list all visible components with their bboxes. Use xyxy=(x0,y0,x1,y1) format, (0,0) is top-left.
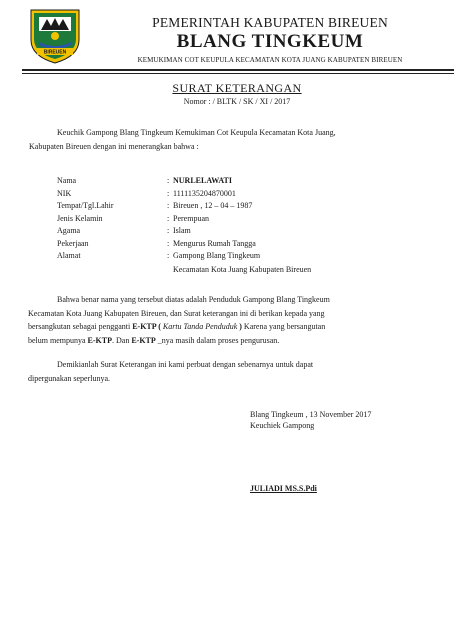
intro-line-1: Keuchik Gampong Blang Tingkeum Kemukiman Cot Keupula Kecamatan Kota Juang, xyxy=(57,128,336,137)
intro-line-2: Kabupaten Bireuen dengan ini menerangkan bahwa : xyxy=(29,141,199,151)
field-row xyxy=(57,214,447,226)
field-separator: : xyxy=(167,213,170,223)
intro-paragraph xyxy=(29,126,447,153)
statement-paragraph xyxy=(28,293,447,347)
field-value: Perempuan xyxy=(173,213,209,223)
statement-text: bersangkutan sebagai pengganti xyxy=(28,322,133,331)
statement-text: Karena yang bersangutan xyxy=(243,322,326,331)
ktp-expansion: Kartu Tanda Penduduk xyxy=(162,322,238,331)
statement-text: _nya masih dalam proses pengurusan. xyxy=(155,335,280,345)
statement-line-4 xyxy=(28,334,447,348)
statement-line-3 xyxy=(28,320,447,334)
address-line-2: Kecamatan Kota Juang Kabupaten Bireuen xyxy=(173,264,312,274)
field-label: Tempat/Tgl.Lahir xyxy=(57,201,114,210)
header-village: BLANG TINGKEUM xyxy=(176,31,364,52)
logo-text: BIREUEN xyxy=(43,49,67,56)
signature-place-date: Blang Tingkeum , 13 November 2017 xyxy=(250,410,372,419)
field-value: Mengurus Rumah Tangga xyxy=(173,238,256,248)
closing-line-1: Demikianlah Surat Keterangan ini kami perbuat dengan sebenarnya untuk dapat xyxy=(57,360,314,369)
regency-logo xyxy=(25,6,85,66)
field-separator: : xyxy=(167,176,170,185)
field-row xyxy=(57,226,447,238)
field-separator: : xyxy=(167,226,170,235)
paren-close: ) xyxy=(237,322,244,331)
field-separator: : xyxy=(167,188,170,198)
signature-role: Keuchiek Gampong xyxy=(250,421,315,430)
statement-text: belum mempunya xyxy=(28,335,88,345)
field-row xyxy=(57,176,447,188)
statement-line-2: Kecamatan Kota Juang Kabupaten Bireuen, dan Surat keterangan ini di berikan kepada yang xyxy=(28,308,325,318)
ektp-term: E-KTP xyxy=(87,335,112,345)
ektp-term: E-KTP xyxy=(132,322,157,331)
letter-number: Nomor : / BLTK / SK / XI / 2017 xyxy=(183,97,291,106)
field-value: Gampong Blang Tingkeum xyxy=(173,251,261,260)
field-label: Alamat xyxy=(57,251,81,260)
field-value: Bireuen , 12 – 04 – 1987 xyxy=(173,201,253,210)
field-value: Islam xyxy=(173,226,191,235)
header-rule-thick xyxy=(22,69,454,71)
letter-title-text: SURAT KETERANGAN xyxy=(172,81,302,95)
closing-paragraph xyxy=(28,358,447,385)
field-label: Agama xyxy=(57,226,81,235)
statement-text: . Dan xyxy=(112,335,132,345)
header-rule-thin xyxy=(22,73,454,74)
field-label: NIK xyxy=(57,188,72,198)
field-label: Pekerjaan xyxy=(57,238,89,248)
ektp-term: E-KTP xyxy=(131,335,156,345)
field-separator: : xyxy=(167,251,170,260)
signature-name: JULIADI MS.S.Pdi xyxy=(250,484,317,493)
field-separator: : xyxy=(167,201,170,210)
paren-open: ( xyxy=(156,322,163,331)
field-value: NURLELAWATI xyxy=(173,176,232,185)
field-label: Nama xyxy=(57,176,77,185)
field-row xyxy=(57,239,447,251)
field-row xyxy=(57,189,447,201)
field-row xyxy=(57,201,447,213)
statement-line-1: Bahwa benar nama yang tersebut diatas adalah Penduduk Gampong Blang Tingkeum xyxy=(57,295,330,304)
field-row xyxy=(57,251,447,263)
letter-title xyxy=(0,81,474,96)
field-value: 1111135204870001 xyxy=(173,188,236,198)
closing-line-2: dipergunakan seperlunya. xyxy=(28,373,111,383)
address-continuation-row xyxy=(57,265,447,277)
field-separator: : xyxy=(167,238,170,248)
header-government: PEMERINTAH KABUPATEN BIREUEN xyxy=(152,15,388,30)
header-address: KEMUKIMAN COT KEUPULA KECAMATAN KOTA JUANG KABUPATEN BIREUEN xyxy=(137,56,403,64)
field-label: Jenis Kelamin xyxy=(57,213,103,223)
